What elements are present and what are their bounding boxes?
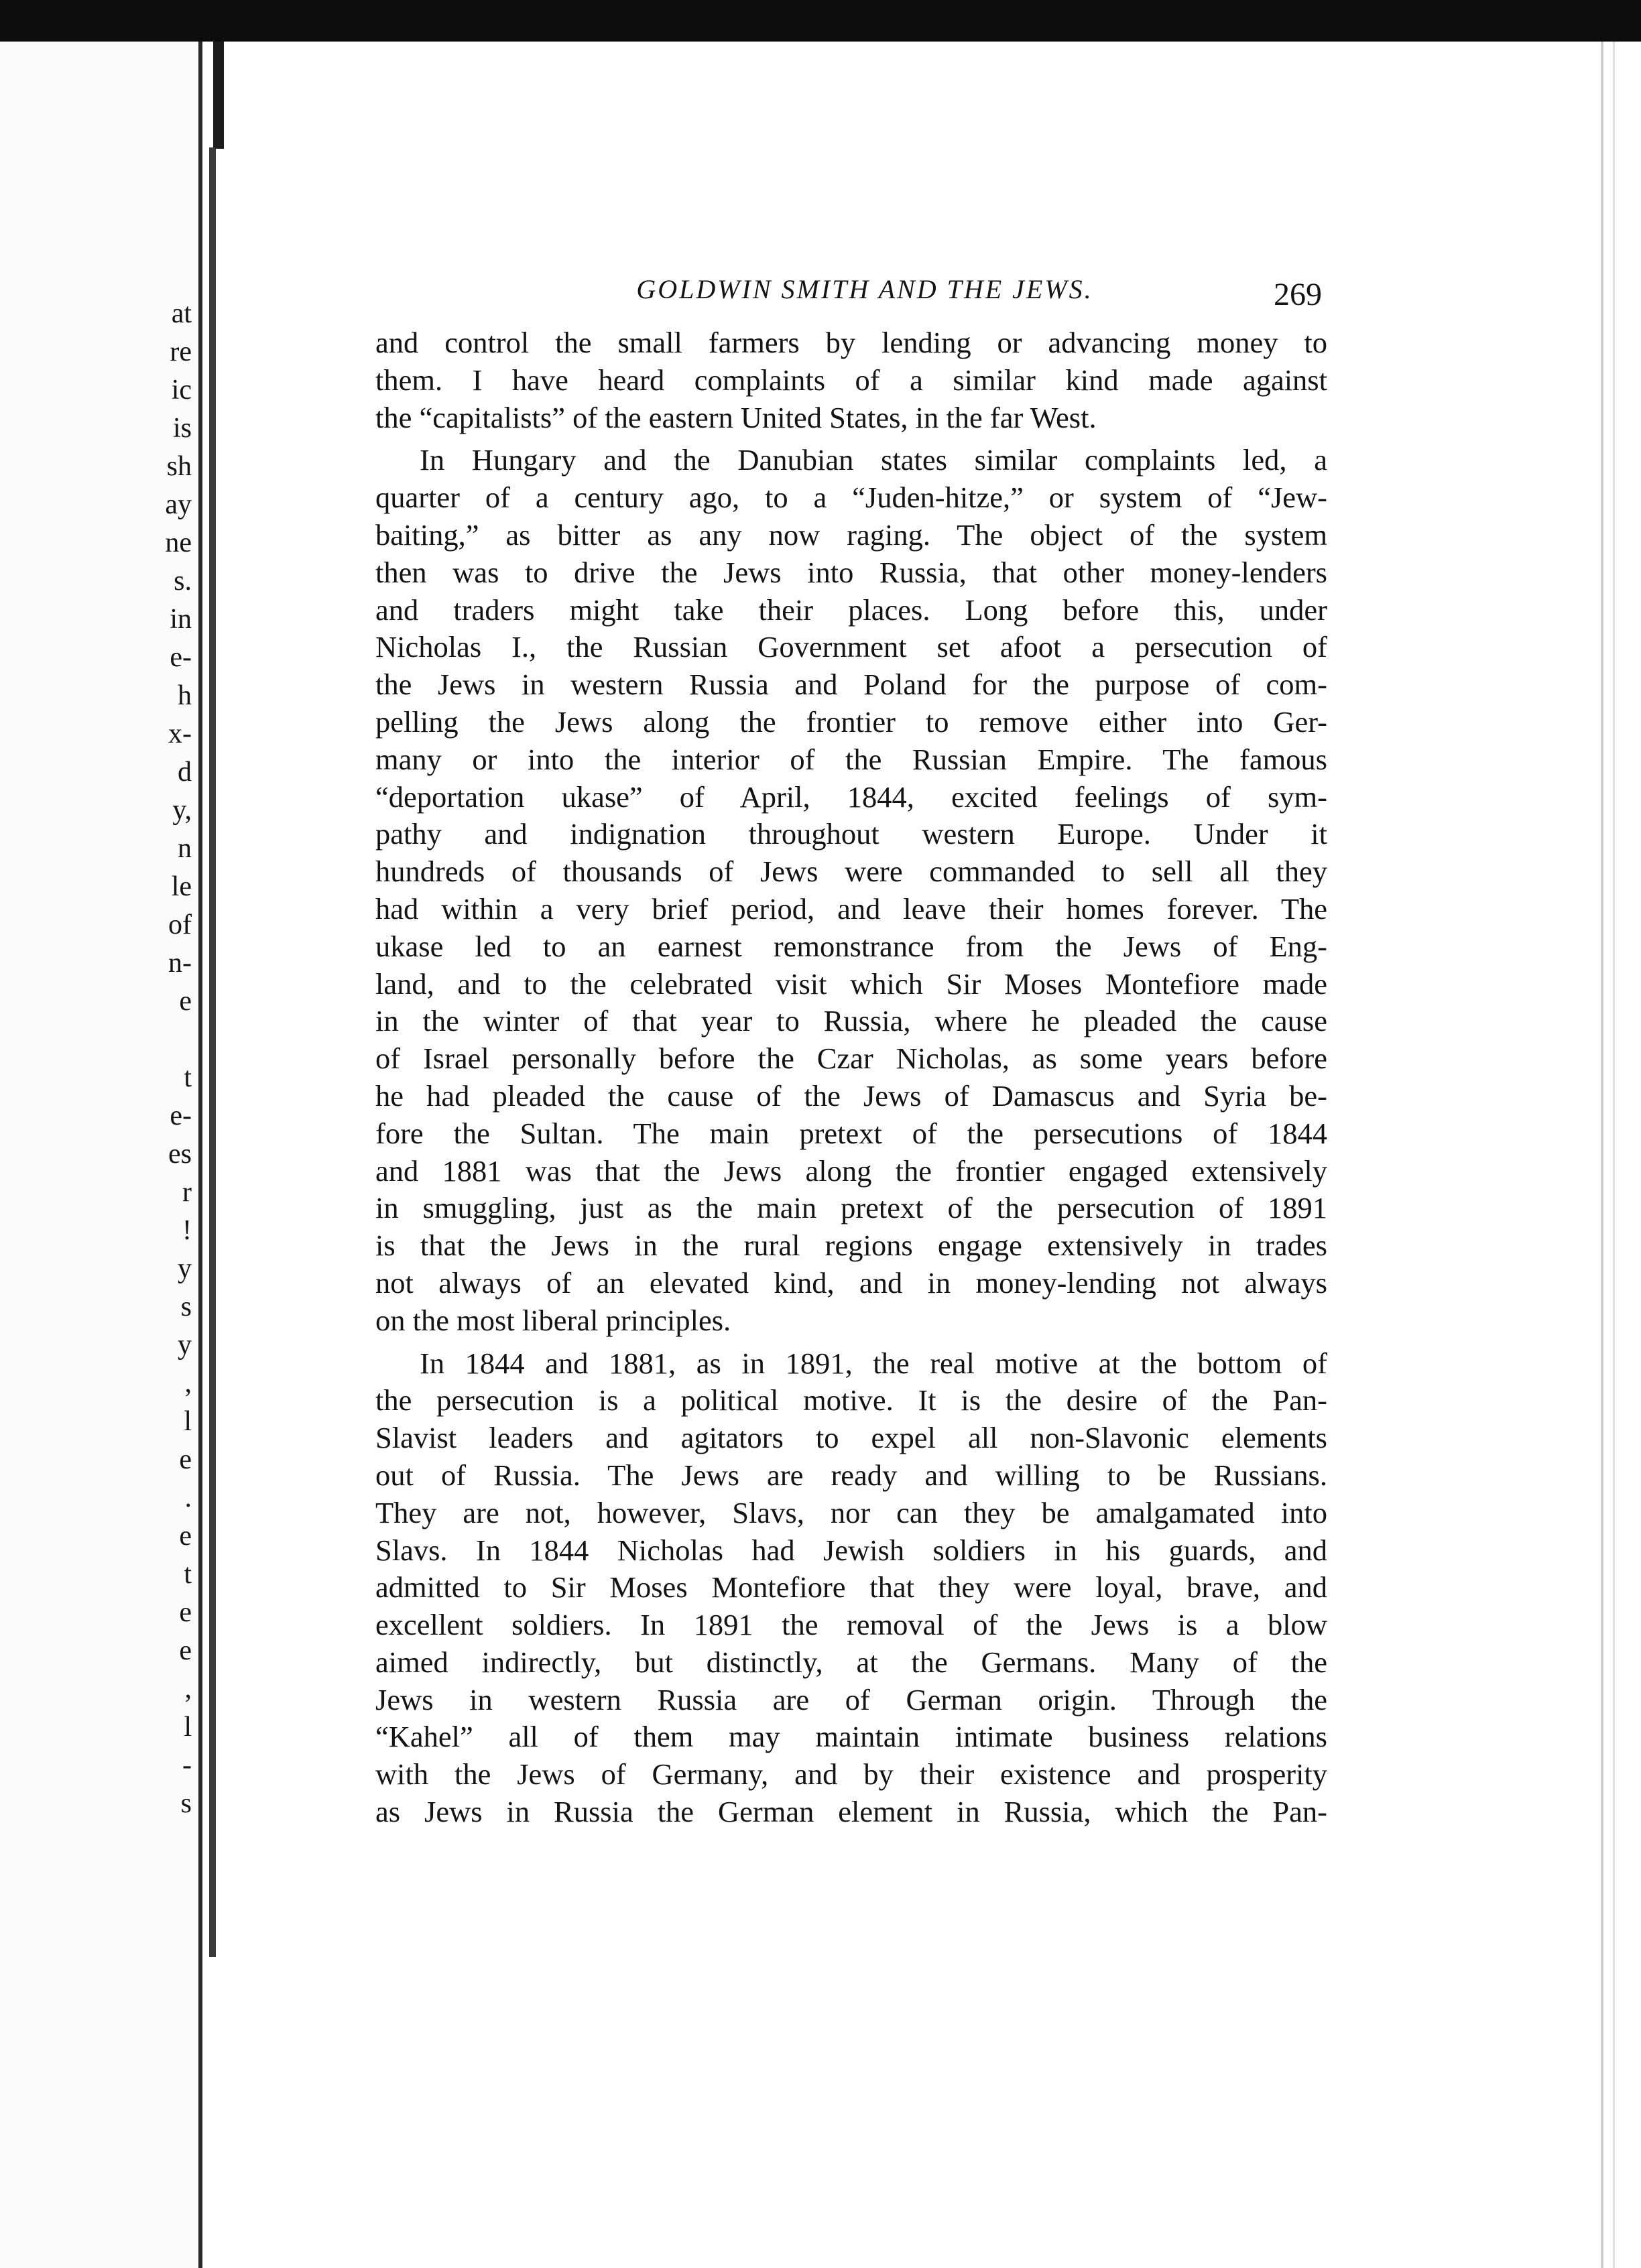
gutter-shadow xyxy=(209,147,216,1957)
text-line: he had pleaded the cause of the Jews of Damascus and Syria be- xyxy=(375,1078,1327,1113)
text-line: Nicholas I., the Russian Government set afoot a persecution of xyxy=(375,630,1327,664)
text-line: and 1881 was that the Jews along the frontier engaged extensively xyxy=(375,1153,1327,1188)
facing-page-fragment: y xyxy=(178,1253,192,1284)
facing-page-fragment: re xyxy=(170,336,192,367)
text-line: ukase led to an earnest remonstrance from the Jews of Eng- xyxy=(375,929,1327,963)
text-line: land, and to the celebrated visit which Sir Moses Montefiore made xyxy=(375,966,1327,1001)
text-line: of Israel personally before the Czar Nicholas, as some years before xyxy=(375,1042,1327,1076)
facing-page-fragment: y xyxy=(178,1330,192,1361)
facing-page-fragment: s. xyxy=(174,566,192,596)
facing-page-fragment: e- xyxy=(170,642,192,673)
page-number: 269 xyxy=(1274,277,1322,312)
facing-page-fragment: h xyxy=(178,680,192,711)
facing-page-fragment: ic xyxy=(171,375,192,405)
facing-page-fragment: e xyxy=(179,1444,192,1475)
text-line: the “capitalists” of the eastern United States, in the far West. xyxy=(375,400,1097,434)
facing-page-fragment: t xyxy=(184,1062,192,1093)
facing-page-fragment: y, xyxy=(172,795,192,826)
text-line: as Jews in Russia the German element in Russia, which the Pan- xyxy=(375,1795,1327,1829)
facing-page-fragment: ay xyxy=(165,489,192,520)
text-line: and control the small farmers by lending or advancing money to xyxy=(375,326,1327,359)
text-line: Jews in western Russia are of German origin. Through the xyxy=(375,1682,1327,1716)
text-line: quarter of a century ago, to a “Juden-hitze,” or system of “Jew- xyxy=(375,481,1327,515)
paragraph xyxy=(375,324,1327,436)
scan-top-border xyxy=(0,0,1641,42)
text-line: They are not, however, Slavs, nor can they be amalgamated into xyxy=(375,1495,1327,1529)
facing-page-fragment: n xyxy=(178,833,192,864)
facing-page-fragment: es xyxy=(168,1139,192,1170)
facing-page-fragment: e xyxy=(179,1635,192,1666)
text-line: pathy and indignation throughout western Europe. Under it xyxy=(375,817,1327,851)
text-line: is that the Jews in the rural regions engage extensively in trades xyxy=(375,1228,1327,1263)
facing-page-fragment: e xyxy=(179,1521,192,1552)
facing-page-fragment: r xyxy=(182,1177,192,1208)
text-line: hundreds of thousands of Jews were commanded to sell all they xyxy=(375,855,1327,889)
text-line: them. I have heard complaints of a similar kind made against xyxy=(375,363,1327,397)
text-line: Slavs. In 1844 Nicholas had Jewish soldiers in his guards, and xyxy=(375,1533,1327,1567)
facing-page-fragment: is xyxy=(172,413,192,444)
facing-page-fragment: , xyxy=(184,1368,192,1399)
paragraph-gap xyxy=(375,1340,1327,1345)
page-edge-right-outer xyxy=(1613,42,1615,2268)
facing-page-edge xyxy=(0,42,198,2268)
facing-page-fragment: n- xyxy=(168,948,192,979)
gutter-shadow-top xyxy=(213,42,224,149)
text-line: had within a very brief period, and leave their homes forever. The xyxy=(375,891,1327,926)
paragraph-gap xyxy=(375,436,1327,442)
facing-page-fragment: - xyxy=(182,1750,192,1781)
facing-page-fragment: le xyxy=(171,871,192,902)
text-line: “deportation ukase” of April, 1844, excited feelings of sym- xyxy=(375,779,1327,814)
text-line: in smuggling, just as the main pretext of the persecution of 1891 xyxy=(375,1191,1327,1225)
facing-page-fragment: at xyxy=(171,298,192,329)
facing-page-fragment: d xyxy=(178,757,192,788)
facing-page-fragment: l xyxy=(184,1406,192,1437)
text-line: with the Jews of Germany, and by their existence and prosperity xyxy=(375,1757,1327,1791)
text-line: and traders might take their places. Long before this, under xyxy=(375,592,1327,627)
facing-page-fragment: , xyxy=(184,1674,192,1704)
text-line: many or into the interior of the Russian Empire. The famous xyxy=(375,742,1327,776)
facing-page-fragment: e xyxy=(179,986,192,1017)
text-line: the Jews in western Russia and Poland for the purpose of com- xyxy=(375,668,1327,702)
text-line: pelling the Jews along the frontier to remove either into Ger- xyxy=(375,704,1327,739)
facing-page-fragment: . xyxy=(184,1483,192,1513)
text-line: in the winter of that year to Russia, where he pleaded the cause xyxy=(375,1004,1327,1038)
facing-page-fragment: e xyxy=(179,1597,192,1628)
facing-page-fragment: e- xyxy=(170,1100,192,1131)
text-line: “Kahel” all of them may maintain intimate business relations xyxy=(375,1720,1327,1754)
text-line: admitted to Sir Moses Montefiore that they were loyal, brave, and xyxy=(375,1570,1327,1604)
running-head: GOLDWIN SMITH AND THE JEWS. xyxy=(636,274,1093,304)
text-line: excellent soldiers. In 1891 the removal of the Jews is a blow xyxy=(375,1608,1327,1642)
text-line: the persecution is a political motive. It is the desire of the Pan- xyxy=(375,1383,1327,1418)
body-text xyxy=(375,324,1327,1831)
facing-page-fragment: s xyxy=(180,1788,192,1819)
paragraph xyxy=(375,442,1327,1339)
text-line: baiting,” as bitter as any now raging. The object of the system xyxy=(375,517,1327,552)
text-line: fore the Sultan. The main pretext of the persecutions of 1844 xyxy=(375,1116,1327,1150)
text-line: on the most liberal principles. xyxy=(375,1303,731,1337)
facing-page-fragment: of xyxy=(168,909,192,940)
facing-page-fragment: ne xyxy=(165,527,192,558)
text-line: Slavist leaders and agitators to expel all non-Slavonic elements xyxy=(375,1421,1327,1455)
text-line: then was to drive the Jews into Russia, that other money-lenders xyxy=(375,555,1327,589)
facing-page-fragment: ! xyxy=(182,1215,192,1246)
text-line: not always of an elevated kind, and in money-lending not always xyxy=(375,1265,1327,1300)
page-edge-right xyxy=(1601,42,1603,2268)
facing-page-fragment: x- xyxy=(168,718,192,749)
facing-page-fragment: in xyxy=(170,604,192,635)
text-line: In Hungary and the Danubian states similar complaints led, a xyxy=(420,443,1327,477)
facing-page-fragment: sh xyxy=(166,451,192,482)
page-gutter xyxy=(198,42,202,2268)
facing-page-fragment: l xyxy=(184,1712,192,1743)
text-line: out of Russia. The Jews are ready and willing to be Russians. xyxy=(375,1458,1327,1492)
facing-page-fragment: t xyxy=(184,1559,192,1590)
paragraph xyxy=(375,1345,1327,1831)
text-line: aimed indirectly, but distinctly, at the Germans. Many of the xyxy=(375,1645,1327,1679)
text-line: In 1844 and 1881, as in 1891, the real motive at the bottom of xyxy=(420,1346,1327,1380)
facing-page-fragment: s xyxy=(180,1292,192,1322)
